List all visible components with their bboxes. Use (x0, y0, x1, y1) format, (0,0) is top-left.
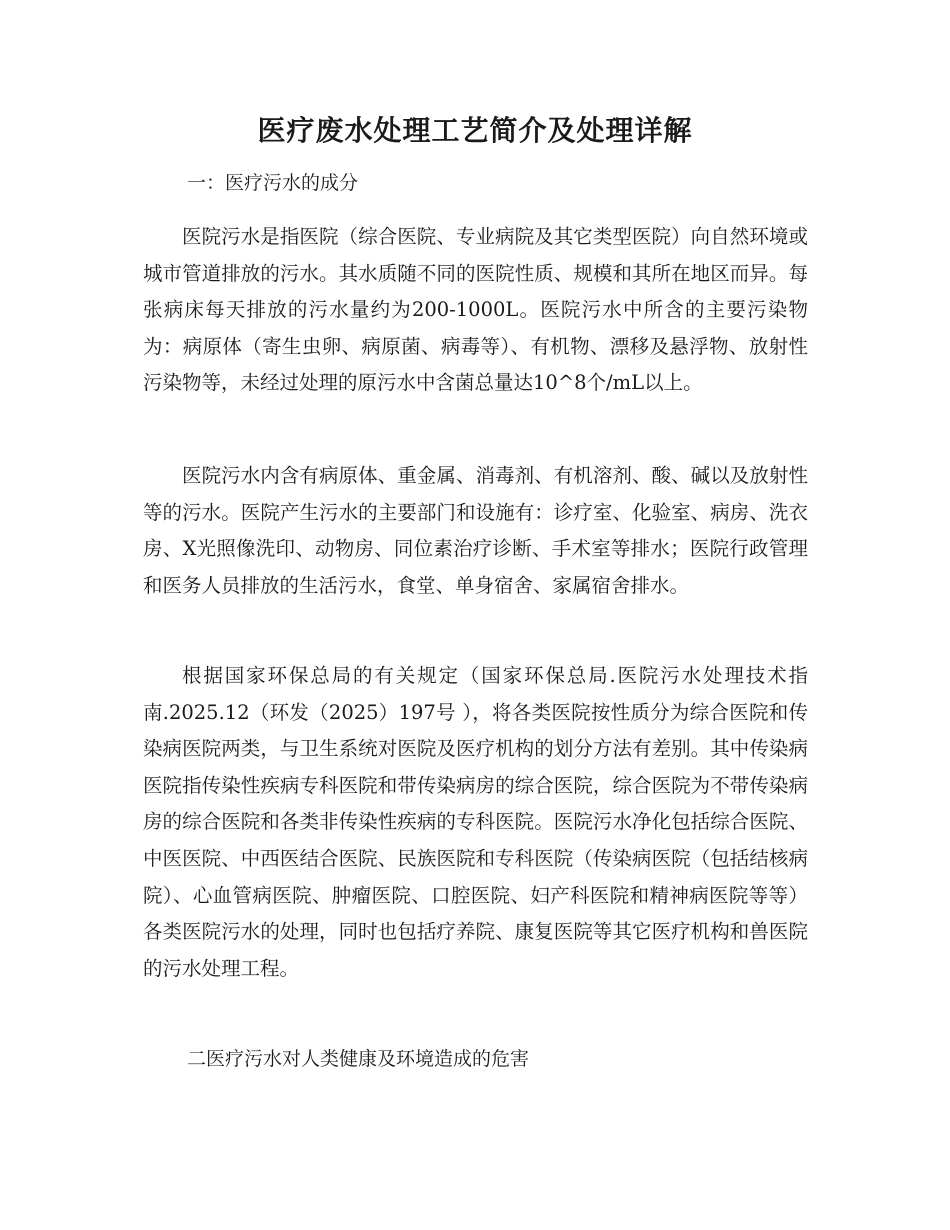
paragraph-wastewater-sources: 医院污水内含有病原体、重金属、消毒剂、有机溶剂、酸、碱以及放射性等的污水。医院产生污水的主要部门和设施有：诊疗室、化验室、病房、洗衣房、X光照像洗印、动物房、同位素治疗诊断、手术室等排水；医院行政管理和医务人员排放的生活污水，食堂、单身宿舍、家属宿舍排水。 (143, 464, 808, 597)
section-heading-hazards: 二医疗污水对人类健康及环境造成的危害 (187, 1048, 530, 1070)
section-heading-composition: 一：医疗污水的成分 (187, 172, 359, 194)
paragraph-hospital-classification: 根据国家环保总局的有关规定（国家环保总局.医院污水处理技术指南.2025.12（环发（2025）197号 ），将各类医院按性质分为综合医院和传染病医院两类，与卫生系统对医院及医疗机构的划分方法有差别。其中传染病医院指传染性疾病专科医院和带传染病房的综合医院，综合医院为不带传染病房的综合医院和各类非传染性疾病的专科医院。医院污水净化包括综合医院、中医医院、中西医结合医院、民族医院和专科医院（传染病医院（包括结核病院）、心血管病医院、肿瘤医院、口腔医院、妇产科医院和精神病医院等等）各类医院污水的处理，同时也包括疗养院、康复医院等其它医疗机构和兽医院的污水处理工程。 (143, 664, 808, 980)
paragraph-hospital-wastewater-definition: 医院污水是指医院（综合医院、专业病院及其它类型医院）向自然环境或城市管道排放的污水。其水质随不同的医院性质、规模和其所在地区而异。每张病床每天排放的污水量约为200-1000L。医院污水中所含的主要污染物为：病原体（寄生虫卵、病原菌、病毒等）、有机物、漂移及悬浮物、放射性污染物等，未经过处理的原污水中含菌总量达10^8个/mL以上。 (143, 225, 808, 395)
document-title: 医疗废水处理工艺简介及处理详解 (257, 114, 693, 147)
